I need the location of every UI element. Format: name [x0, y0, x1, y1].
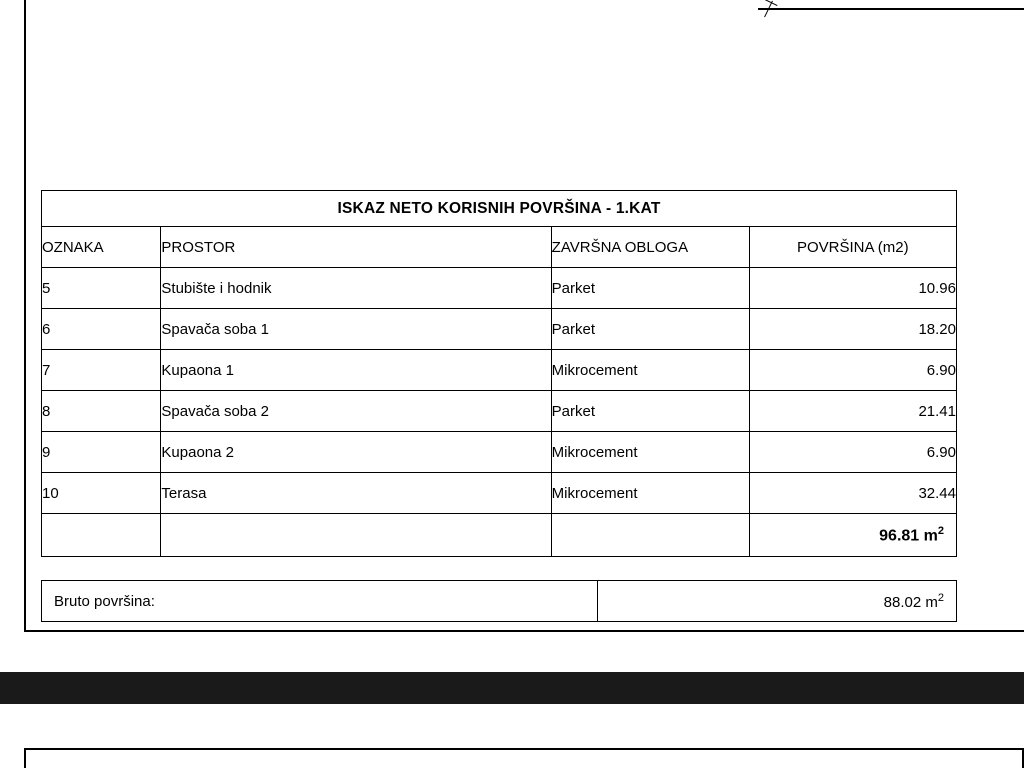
cell-povrsina: 21.41 [749, 391, 956, 432]
cell-povrsina: 10.96 [749, 268, 956, 309]
cell-prostor: Spavača soba 2 [161, 391, 551, 432]
dimension-arrow-icon [762, 0, 784, 20]
table-row [42, 432, 957, 473]
sheet-border-left [24, 0, 26, 632]
column-header-povrsina: POVRŠINA (m2) [749, 227, 956, 268]
cell-oznaka: 8 [42, 391, 161, 432]
cell-oznaka: 6 [42, 309, 161, 350]
table-title: ISKAZ NETO KORISNIH POVRŠINA - 1.KAT [42, 191, 957, 227]
gross-area-unit-exponent: 2 [937, 591, 944, 604]
gross-area-table [41, 580, 957, 622]
cell-prostor: Spavača soba 1 [161, 309, 551, 350]
table-total-row [42, 514, 957, 557]
cell-prostor: Kupaona 2 [161, 432, 551, 473]
cell-prostor: Kupaona 1 [161, 350, 551, 391]
total-cell-prostor [161, 514, 551, 557]
table-row [42, 309, 957, 350]
total-area-number: 96.81 m [879, 527, 938, 545]
cell-povrsina: 6.90 [749, 350, 956, 391]
cell-oznaka: 9 [42, 432, 161, 473]
cell-oznaka: 10 [42, 473, 161, 514]
gross-area-row [42, 581, 957, 622]
next-sheet-border-left [24, 748, 26, 768]
column-header-obloga: ZAVRŠNA OBLOGA [551, 227, 749, 268]
table-row [42, 391, 957, 432]
table-row [42, 473, 957, 514]
gross-area-value [597, 581, 956, 622]
page-separator-band [0, 672, 1024, 704]
cell-prostor: Stubište i hodnik [161, 268, 551, 309]
cell-obloga: Mikrocement [551, 432, 749, 473]
net-area-table [41, 190, 957, 557]
table-row [42, 350, 957, 391]
table-row [42, 268, 957, 309]
cell-povrsina: 6.90 [749, 432, 956, 473]
table-title-row [42, 191, 957, 227]
cell-prostor: Terasa [161, 473, 551, 514]
column-header-prostor: PROSTOR [161, 227, 551, 268]
cell-povrsina: 18.20 [749, 309, 956, 350]
total-area-value [749, 514, 956, 557]
cell-obloga: Mikrocement [551, 473, 749, 514]
next-sheet-border-top [24, 748, 1024, 750]
total-cell-oznaka [42, 514, 161, 557]
total-cell-obloga [551, 514, 749, 557]
cell-obloga: Parket [551, 268, 749, 309]
cell-oznaka: 7 [42, 350, 161, 391]
gross-area-number: 88.02 m [883, 593, 938, 611]
cell-obloga: Parket [551, 309, 749, 350]
sheet-border-bottom [24, 630, 1024, 632]
cell-oznaka: 5 [42, 268, 161, 309]
cell-povrsina: 32.44 [749, 473, 956, 514]
gross-area-label: Bruto površina: [42, 581, 598, 622]
cell-obloga: Mikrocement [551, 350, 749, 391]
column-header-oznaka: OZNAKA [42, 227, 161, 268]
table-header-row [42, 227, 957, 268]
cell-obloga: Parket [551, 391, 749, 432]
total-area-unit-exponent: 2 [937, 524, 944, 537]
sheet-border-top-right [758, 8, 1024, 10]
